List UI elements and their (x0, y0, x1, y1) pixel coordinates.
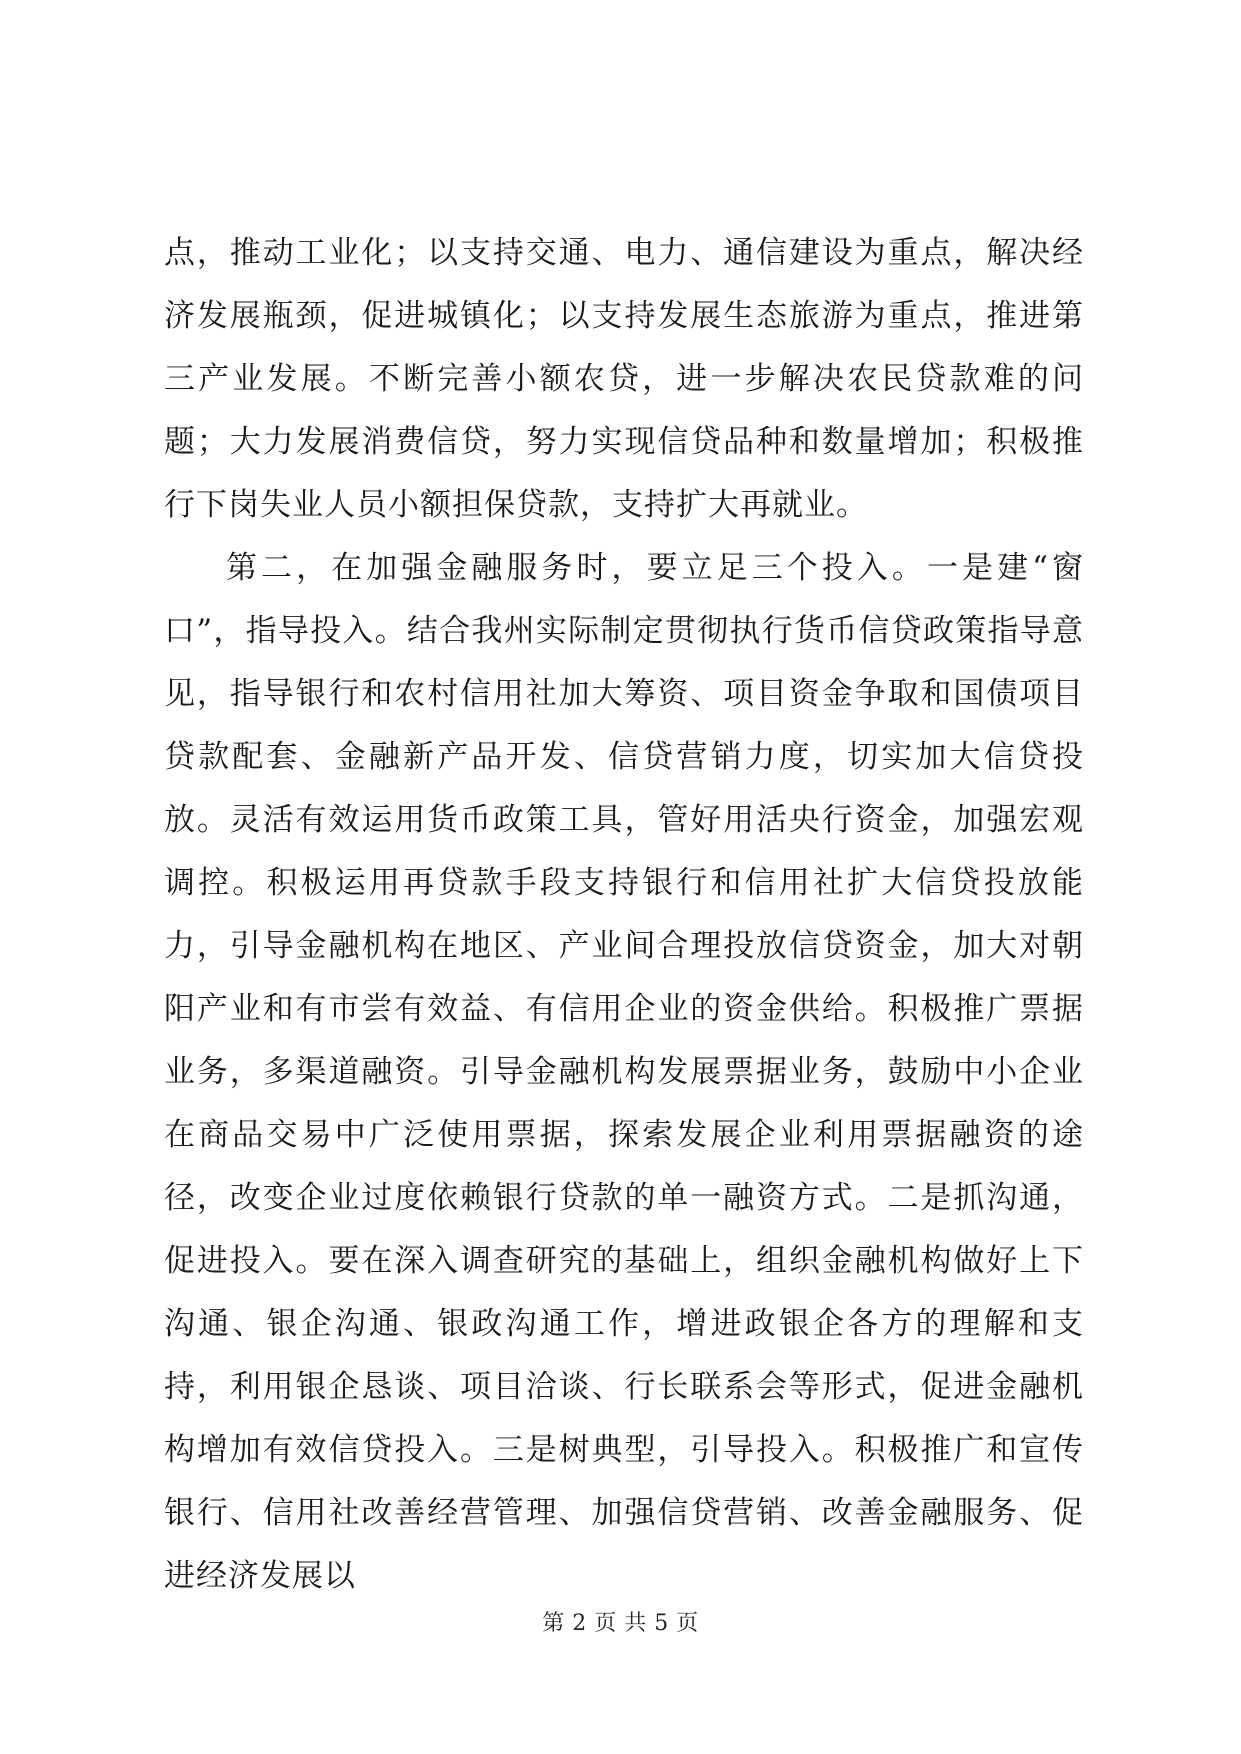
paragraph-second-point: 第二，在加强金融服务时，要立足三个投入。一是建“窗口”，指导投入。结合我州实际制定贯彻执行货币信贷政策指导意见，指导银行和农村信用社加大筹资、项目资金争取和国债项目贷款配套、金融新产品开发、信贷营销力度，切实加大信贷投放。灵活有效运用货币政策工具，管好用活央行资金，加强宏观调控。积极运用再贷款手段支持银行和信用社扩大信贷投放能力，引导金融机构在地区、产业间合理投放信贷资金，加大对朝阳产业和有市尝有效益、有信用企业的资金供给。积极推广票据业务，多渠道融资。引导金融机构发展票据业务，鼓励中小企业在商品交易中广泛使用票据，探索发展企业利用票据融资的途径，改变企业过度依赖银行贷款的单一融资方式。二是抓沟通，促进投入。要在深入调查研究的基础上，组织金融机构做好上下沟通、银企沟通、银政沟通工作，增进政银企各方的理解和支持，利用银企恳谈、项目洽谈、行长联系会等形式，促进金融机构增加有效信贷投入。三是树典型，引导投入。积极推广和宣传银行、信用社改善经营管理、加强信贷营销、改善金融服务、促进经济发展以 (164, 550, 1084, 1594)
paragraph-continued: 点，推动工业化；以支持交通、电力、通信建设为重点，解决经济发展瓶颈，促进城镇化；以支持发展生态旅游为重点，推进第三产业发展。不断完善小额农贷，进一步解决农民贷款难的问题；大力发展消费信贷，努力实现信贷品种和数量增加；积极推行下岗失业人员小额担保贷款，支持扩大再就业。 (164, 235, 1084, 523)
page-number-footer: 第 2 页 共 5 页 (542, 1611, 699, 1636)
document-body (164, 222, 1084, 1608)
